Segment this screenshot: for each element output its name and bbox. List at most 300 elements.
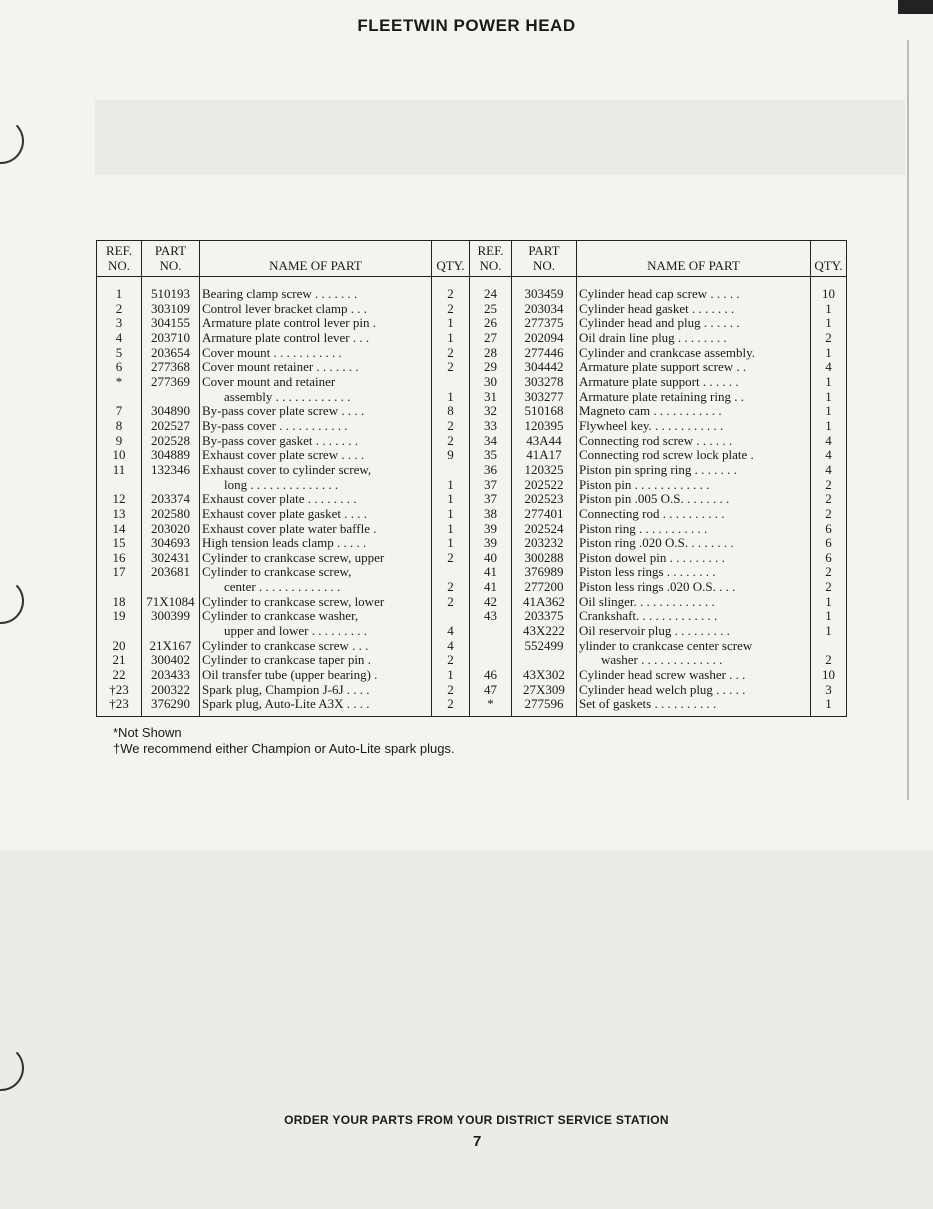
qty-cell: 2: [811, 565, 847, 580]
table-row: [470, 609, 847, 624]
part-name-cell: Exhaust cover plate screw . . . .: [200, 448, 432, 463]
part-no-cell: 277200: [512, 580, 577, 595]
table-row: [97, 565, 470, 580]
part-no-cell: 202527: [142, 419, 200, 434]
table-row: [470, 507, 847, 522]
table-row: [97, 551, 470, 566]
part-no-cell: 300288: [512, 551, 577, 566]
qty-cell: 1: [811, 316, 847, 331]
ref-cell: [470, 624, 512, 639]
qty-cell: 1: [432, 507, 470, 522]
header-ref-no: REF. NO.: [97, 241, 142, 277]
qty-cell: 1: [432, 492, 470, 507]
table-row: [470, 316, 847, 331]
part-name-cell: By-pass cover gasket . . . . . . .: [200, 434, 432, 449]
part-name-cell: Piston ring .020 O.S. . . . . . . .: [577, 536, 811, 551]
part-name-cell: Armature plate support . . . . . .: [577, 375, 811, 390]
ref-cell: 15: [97, 536, 142, 551]
qty-cell: 9: [432, 448, 470, 463]
qty-cell: 4: [811, 360, 847, 375]
part-no-cell: 510193: [142, 277, 200, 302]
part-no-cell: 200322: [142, 683, 200, 698]
part-no-cell: 202580: [142, 507, 200, 522]
table-row: [470, 360, 847, 375]
scan-corner-mark: [898, 0, 933, 14]
qty-cell: 10: [811, 668, 847, 683]
ref-cell: 35: [470, 448, 512, 463]
parts-table-right-body: [470, 277, 847, 717]
page-edge-line: [907, 40, 909, 800]
table-row: [470, 277, 847, 302]
qty-cell: 1: [811, 346, 847, 361]
ref-cell: 7: [97, 404, 142, 419]
table-row: [470, 653, 847, 668]
table-row: [470, 595, 847, 610]
part-no-cell: 132346: [142, 463, 200, 478]
part-name-cell: Cylinder to crankcase taper pin .: [200, 653, 432, 668]
ref-cell: 37: [470, 478, 512, 493]
table-row: [97, 595, 470, 610]
qty-cell: 2: [432, 302, 470, 317]
part-name-cell: Bearing clamp screw . . . . . . .: [200, 277, 432, 302]
ref-cell: 11: [97, 463, 142, 478]
part-no-cell: [142, 580, 200, 595]
scan-smudge-top: [95, 100, 905, 175]
ref-cell: †23: [97, 697, 142, 716]
part-name-cell: Cylinder to crankcase screw . . .: [200, 639, 432, 654]
footnote-not-shown: *Not Shown: [113, 725, 182, 740]
qty-cell: 1: [811, 404, 847, 419]
qty-cell: 1: [432, 522, 470, 537]
header-part-no: PART NO.: [142, 241, 200, 277]
part-no-cell: 300402: [142, 653, 200, 668]
qty-cell: 2: [811, 653, 847, 668]
ref-cell: 10: [97, 448, 142, 463]
part-name-cell: Cylinder to crankcase screw,: [200, 565, 432, 580]
part-name-cell: Magneto cam . . . . . . . . . . .: [577, 404, 811, 419]
part-name-cell: Oil drain line plug . . . . . . . .: [577, 331, 811, 346]
table-row: [470, 375, 847, 390]
table-row: [97, 360, 470, 375]
part-name-cell: Cylinder to crankcase washer,: [200, 609, 432, 624]
part-name-cell: Cover mount retainer . . . . . . .: [200, 360, 432, 375]
table-row: [470, 302, 847, 317]
header-name-of-part: NAME OF PART: [200, 241, 432, 277]
table-row: [97, 448, 470, 463]
part-no-cell: 202524: [512, 522, 577, 537]
part-name-cell: Crankshaft. . . . . . . . . . . . .: [577, 609, 811, 624]
table-row: [470, 522, 847, 537]
ref-cell: 36: [470, 463, 512, 478]
table-row: [97, 683, 470, 698]
ref-cell: 5: [97, 346, 142, 361]
part-no-cell: 277401: [512, 507, 577, 522]
table-row: [97, 390, 470, 405]
part-no-cell: 304693: [142, 536, 200, 551]
qty-cell: 10: [811, 277, 847, 302]
qty-cell: 1: [811, 624, 847, 639]
qty-cell: [432, 609, 470, 624]
table-row: [470, 580, 847, 595]
ref-cell: 1: [97, 277, 142, 302]
ref-cell: 38: [470, 507, 512, 522]
table-row: [470, 536, 847, 551]
table-row: [470, 551, 847, 566]
ref-cell: 33: [470, 419, 512, 434]
part-name-cell: Oil slinger. . . . . . . . . . . . .: [577, 595, 811, 610]
part-no-cell: 203710: [142, 331, 200, 346]
table-row: [470, 624, 847, 639]
parts-tables: [96, 240, 847, 717]
table-row: [470, 463, 847, 478]
part-no-cell: 120325: [512, 463, 577, 478]
part-no-cell: 27X309: [512, 683, 577, 698]
qty-cell: 1: [811, 595, 847, 610]
qty-cell: [811, 639, 847, 654]
qty-cell: 6: [811, 536, 847, 551]
part-name-cell: Cylinder to crankcase screw, upper: [200, 551, 432, 566]
qty-cell: 2: [432, 595, 470, 610]
page-number: 7: [473, 1133, 482, 1150]
qty-cell: 1: [432, 316, 470, 331]
table-row: [97, 609, 470, 624]
ref-cell: [97, 478, 142, 493]
parts-table-left: [96, 240, 470, 717]
table-row: [97, 522, 470, 537]
ref-cell: 13: [97, 507, 142, 522]
qty-cell: 1: [811, 419, 847, 434]
part-name-cell: Cylinder head gasket . . . . . . .: [577, 302, 811, 317]
part-name-cell: Cylinder head and plug . . . . . .: [577, 316, 811, 331]
qty-cell: 2: [432, 346, 470, 361]
qty-cell: 2: [811, 492, 847, 507]
part-no-cell: [142, 390, 200, 405]
table-row: [470, 639, 847, 654]
scan-smudge-bottom: [0, 850, 933, 1209]
part-no-cell: 277446: [512, 346, 577, 361]
table-row: [97, 463, 470, 478]
ref-cell: 21: [97, 653, 142, 668]
part-no-cell: 510168: [512, 404, 577, 419]
part-no-cell: 203375: [512, 609, 577, 624]
part-no-cell: 43A44: [512, 434, 577, 449]
part-name-cell: long . . . . . . . . . . . . . .: [200, 478, 432, 493]
table-row: [97, 580, 470, 595]
part-name-cell: Armature plate control lever pin .: [200, 316, 432, 331]
ref-cell: 47: [470, 683, 512, 698]
ref-cell: 41: [470, 580, 512, 595]
ref-cell: 31: [470, 390, 512, 405]
qty-cell: 1: [811, 609, 847, 624]
qty-cell: 1: [811, 302, 847, 317]
part-name-cell: assembly . . . . . . . . . . . .: [200, 390, 432, 405]
table-row: [97, 316, 470, 331]
part-name-cell: High tension leads clamp . . . . .: [200, 536, 432, 551]
qty-cell: 2: [811, 507, 847, 522]
qty-cell: 6: [811, 551, 847, 566]
qty-cell: 2: [811, 478, 847, 493]
part-no-cell: 21X167: [142, 639, 200, 654]
table-row: [97, 346, 470, 361]
part-name-cell: center . . . . . . . . . . . . .: [200, 580, 432, 595]
parts-table-left-body: [97, 277, 470, 717]
table-row: [470, 478, 847, 493]
parts-table-right: [469, 240, 847, 717]
table-row: [470, 434, 847, 449]
part-name-cell: Cylinder to crankcase screw, lower: [200, 595, 432, 610]
table-row: [97, 277, 470, 302]
table-row: [470, 419, 847, 434]
ref-cell: 39: [470, 536, 512, 551]
part-no-cell: 203654: [142, 346, 200, 361]
part-no-cell: 304889: [142, 448, 200, 463]
table-row: [97, 404, 470, 419]
part-no-cell: 41A362: [512, 595, 577, 610]
ref-cell: 41: [470, 565, 512, 580]
part-no-cell: 376989: [512, 565, 577, 580]
part-name-cell: Cylinder head cap screw . . . . .: [577, 277, 811, 302]
part-no-cell: 203433: [142, 668, 200, 683]
part-no-cell: 71X1084: [142, 595, 200, 610]
part-name-cell: Piston pin spring ring . . . . . . .: [577, 463, 811, 478]
part-no-cell: [142, 478, 200, 493]
part-name-cell: Connecting rod screw lock plate .: [577, 448, 811, 463]
ref-cell: 30: [470, 375, 512, 390]
table-row: [97, 419, 470, 434]
table-row: [97, 492, 470, 507]
header-qty: QTY.: [432, 241, 470, 277]
part-no-cell: [512, 653, 577, 668]
table-row: [97, 653, 470, 668]
ref-cell: 17: [97, 565, 142, 580]
part-name-cell: Piston pin .005 O.S. . . . . . . .: [577, 492, 811, 507]
ref-cell: 26: [470, 316, 512, 331]
ref-cell: 12: [97, 492, 142, 507]
ref-cell: 22: [97, 668, 142, 683]
part-name-cell: Control lever bracket clamp . . .: [200, 302, 432, 317]
table-row: [97, 375, 470, 390]
table-row: [97, 507, 470, 522]
qty-cell: 2: [811, 331, 847, 346]
table-row: [97, 697, 470, 716]
part-name-cell: Cylinder head screw washer . . .: [577, 668, 811, 683]
part-name-cell: Armature plate control lever . . .: [200, 331, 432, 346]
ref-cell: 14: [97, 522, 142, 537]
ref-cell: 3: [97, 316, 142, 331]
qty-cell: 4: [432, 639, 470, 654]
table-row: [470, 331, 847, 346]
ref-cell: 16: [97, 551, 142, 566]
table-row: [470, 404, 847, 419]
table-row: [97, 624, 470, 639]
qty-cell: 2: [432, 683, 470, 698]
qty-cell: 1: [432, 390, 470, 405]
part-name-cell: upper and lower . . . . . . . . .: [200, 624, 432, 639]
table-row: [97, 302, 470, 317]
ref-cell: *: [97, 375, 142, 390]
part-no-cell: 202094: [512, 331, 577, 346]
ref-cell: 2: [97, 302, 142, 317]
part-no-cell: 303277: [512, 390, 577, 405]
part-name-cell: Piston less rings .020 O.S. . . .: [577, 580, 811, 595]
qty-cell: 2: [432, 551, 470, 566]
table-row: [97, 478, 470, 493]
footnotes: [113, 725, 455, 757]
ref-cell: [97, 624, 142, 639]
table-row: [470, 683, 847, 698]
part-name-cell: Exhaust cover plate water baffle .: [200, 522, 432, 537]
table-header-row: [97, 241, 470, 277]
part-name-cell: Piston less rings . . . . . . . .: [577, 565, 811, 580]
part-name-cell: ylinder to crankcase center screw: [577, 639, 811, 654]
qty-cell: 4: [432, 624, 470, 639]
table-row: [97, 668, 470, 683]
ref-cell: 42: [470, 595, 512, 610]
table-row: [97, 639, 470, 654]
ref-cell: 34: [470, 434, 512, 449]
part-no-cell: 376290: [142, 697, 200, 716]
part-name-cell: Armature plate retaining ring . .: [577, 390, 811, 405]
table-row: [470, 565, 847, 580]
part-name-cell: Spark plug, Auto-Lite A3X . . . .: [200, 697, 432, 716]
header-part-no: PART NO.: [512, 241, 577, 277]
part-name-cell: Piston dowel pin . . . . . . . . .: [577, 551, 811, 566]
part-no-cell: 304155: [142, 316, 200, 331]
part-no-cell: 203681: [142, 565, 200, 580]
ref-cell: 32: [470, 404, 512, 419]
ref-cell: †23: [97, 683, 142, 698]
table-row: [470, 668, 847, 683]
qty-cell: 6: [811, 522, 847, 537]
qty-cell: [432, 565, 470, 580]
part-no-cell: 277369: [142, 375, 200, 390]
footnote-spark-plugs: †We recommend either Champion or Auto-Lite spark plugs.: [113, 741, 455, 756]
part-no-cell: 303459: [512, 277, 577, 302]
part-name-cell: Cover mount . . . . . . . . . . .: [200, 346, 432, 361]
ref-cell: 37: [470, 492, 512, 507]
part-no-cell: 41A17: [512, 448, 577, 463]
qty-cell: [432, 463, 470, 478]
footer-order-notice: ORDER YOUR PARTS FROM YOUR DISTRICT SERVICE STATION: [284, 1113, 669, 1127]
table-row: [470, 390, 847, 405]
part-name-cell: Cylinder and crankcase assembly.: [577, 346, 811, 361]
part-name-cell: washer . . . . . . . . . . . . .: [577, 653, 811, 668]
part-no-cell: 277596: [512, 697, 577, 716]
qty-cell: 8: [432, 404, 470, 419]
ref-cell: 39: [470, 522, 512, 537]
ref-cell: 25: [470, 302, 512, 317]
ref-cell: 29: [470, 360, 512, 375]
part-no-cell: 277368: [142, 360, 200, 375]
qty-cell: 1: [432, 478, 470, 493]
qty-cell: 1: [432, 331, 470, 346]
qty-cell: 2: [432, 580, 470, 595]
qty-cell: 4: [811, 448, 847, 463]
ref-cell: 40: [470, 551, 512, 566]
qty-cell: 2: [811, 580, 847, 595]
part-no-cell: [142, 624, 200, 639]
part-name-cell: Piston pin . . . . . . . . . . . .: [577, 478, 811, 493]
part-no-cell: 120395: [512, 419, 577, 434]
ref-cell: 43: [470, 609, 512, 624]
ref-cell: 20: [97, 639, 142, 654]
qty-cell: 3: [811, 683, 847, 698]
part-no-cell: 552499: [512, 639, 577, 654]
part-no-cell: 302431: [142, 551, 200, 566]
qty-cell: 2: [432, 360, 470, 375]
qty-cell: [432, 375, 470, 390]
ref-cell: [470, 639, 512, 654]
ref-cell: 19: [97, 609, 142, 624]
table-row: [470, 492, 847, 507]
part-name-cell: Flywheel key. . . . . . . . . . . .: [577, 419, 811, 434]
table-row: [97, 331, 470, 346]
qty-cell: 2: [432, 277, 470, 302]
part-name-cell: Cover mount and retainer: [200, 375, 432, 390]
part-no-cell: 304890: [142, 404, 200, 419]
part-no-cell: 304442: [512, 360, 577, 375]
part-no-cell: 43X222: [512, 624, 577, 639]
qty-cell: 1: [432, 536, 470, 551]
part-name-cell: Armature plate support screw . .: [577, 360, 811, 375]
header-qty: QTY.: [811, 241, 847, 277]
binder-hole-middle: [0, 578, 24, 624]
qty-cell: 2: [432, 419, 470, 434]
part-no-cell: 202523: [512, 492, 577, 507]
ref-cell: 4: [97, 331, 142, 346]
binder-hole-top: [0, 118, 24, 164]
ref-cell: [97, 580, 142, 595]
part-name-cell: Exhaust cover to cylinder screw,: [200, 463, 432, 478]
part-no-cell: 203034: [512, 302, 577, 317]
qty-cell: 2: [432, 697, 470, 716]
ref-cell: 18: [97, 595, 142, 610]
table-header-row: [470, 241, 847, 277]
ref-cell: 27: [470, 331, 512, 346]
qty-cell: 1: [811, 375, 847, 390]
ref-cell: 9: [97, 434, 142, 449]
part-name-cell: By-pass cover . . . . . . . . . . .: [200, 419, 432, 434]
table-row: [97, 536, 470, 551]
header-name-of-part: NAME OF PART: [577, 241, 811, 277]
ref-cell: [470, 653, 512, 668]
ref-cell: 6: [97, 360, 142, 375]
part-name-cell: Oil transfer tube (upper bearing) .: [200, 668, 432, 683]
qty-cell: 1: [811, 390, 847, 405]
part-no-cell: 203020: [142, 522, 200, 537]
part-no-cell: 277375: [512, 316, 577, 331]
page-title: FLEETWIN POWER HEAD: [357, 16, 576, 35]
part-no-cell: 43X302: [512, 668, 577, 683]
part-name-cell: Spark plug, Champion J-6J . . . .: [200, 683, 432, 698]
part-no-cell: 202528: [142, 434, 200, 449]
header-ref-no: REF. NO.: [470, 241, 512, 277]
part-no-cell: 203232: [512, 536, 577, 551]
part-name-cell: Piston ring . . . . . . . . . . .: [577, 522, 811, 537]
ref-cell: [97, 390, 142, 405]
part-no-cell: 203374: [142, 492, 200, 507]
part-no-cell: 303278: [512, 375, 577, 390]
part-name-cell: Connecting rod . . . . . . . . . .: [577, 507, 811, 522]
qty-cell: 2: [432, 653, 470, 668]
part-no-cell: 202522: [512, 478, 577, 493]
part-no-cell: 303109: [142, 302, 200, 317]
part-name-cell: Exhaust cover plate gasket . . . .: [200, 507, 432, 522]
part-name-cell: Exhaust cover plate . . . . . . . .: [200, 492, 432, 507]
ref-cell: 28: [470, 346, 512, 361]
qty-cell: 4: [811, 463, 847, 478]
part-name-cell: Cylinder head welch plug . . . . .: [577, 683, 811, 698]
